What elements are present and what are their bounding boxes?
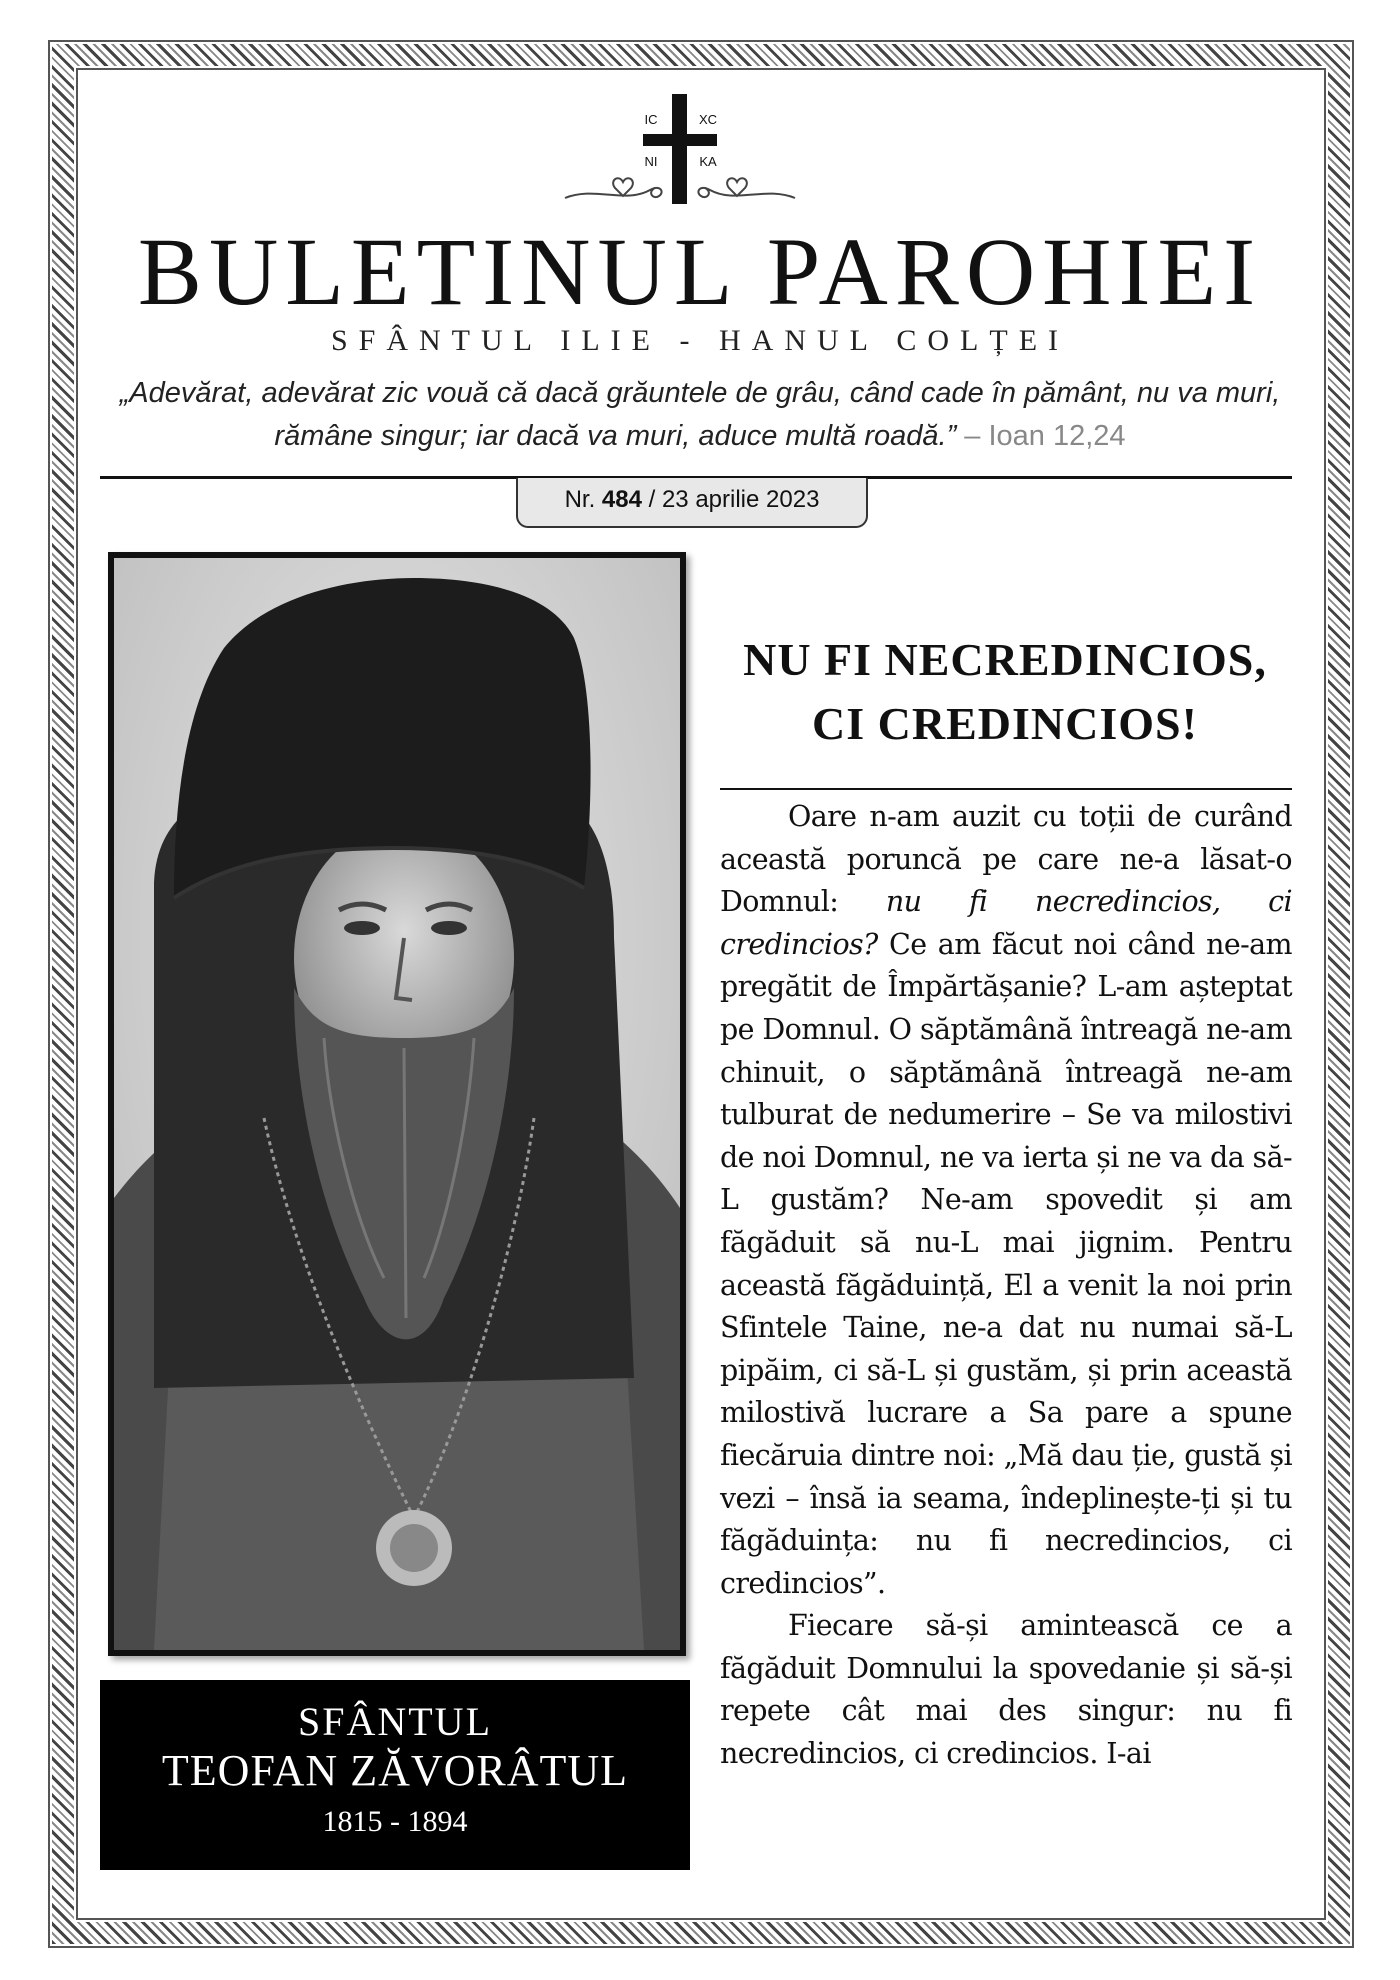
article-paragraph xyxy=(720,796,1292,1605)
caption-years: 1815 - 1894 xyxy=(322,1805,468,1838)
article-paragraph: Fiecare să-și amintească ce a făgăduit Domnului la spovedanie și să-și repete cât mai des singur: nu fi necredincios, ci credincios. I-ai xyxy=(720,1609,1292,1771)
issue-prefix: Nr. xyxy=(564,486,596,513)
masthead-subtitle: SFÂNTUL ILIE - HANUL COLȚEI xyxy=(330,324,1070,357)
emblem-ka: KA xyxy=(699,154,717,169)
emblem xyxy=(555,86,805,216)
orthodox-cross-icon xyxy=(555,86,805,216)
article-title-line1: NU FI NECREDINCIOS, xyxy=(743,634,1267,685)
issue-date: / 23 aprilie 2023 xyxy=(648,486,820,513)
p1-italic: nu fi necredincios, ci credincios? xyxy=(720,885,1292,961)
issue-badge xyxy=(516,478,868,528)
caption-name: TEOFAN ZĂVORÂTUL xyxy=(161,1746,629,1795)
quote-text: „Adevărat, adevărat zic vouă că dacă grăuntele de grâu, când cade în pământ, nu va muri, rămâne singur; iar dacă va muri, aduce multă roadă.” xyxy=(119,377,1281,452)
epigraph-quote xyxy=(100,372,1300,458)
masthead-title: BULETINUL PAROHIEI xyxy=(137,218,1263,325)
article-rule xyxy=(720,788,1292,790)
article-body xyxy=(720,796,1292,1776)
p1-text-b: Ce am făcut noi când ne-am pregătit de Împărtășanie? L-am așteptat pe Domnul. O săptămână întreagă ne-am chinuit, o săptămână întreagă ne-am tulburat de nedumerire – Se va milostivi de noi Domnul, ne va ierta și ne va da să-L gustăm? Ne-am spovedit și am făgăduit să nu-L mai jignim. Pentru această făgăduință, El a venit la noi prin Sfintele Taine, ne-a dat nu numai să-L pipăim, ci să-L și gustăm, și prin această milostivă lucrare a Sa pare a spune fiecăruia dintre noi: „Mă dau ție, gustă și vezi – însă ia seama, îndeplinește-ți și tu făgăduința: nu fi necredincios, ci credincios”. xyxy=(720,927,1292,1600)
emblem-ic: IC xyxy=(644,112,658,127)
portrait-illustration xyxy=(114,558,680,1650)
p1-text-a: Oare n-am auzit cu toții de curând această poruncă pe care ne-a lăsat-o Domnul: xyxy=(720,800,1292,919)
issue-number: 484 xyxy=(601,486,642,513)
portrait-caption xyxy=(100,1680,690,1870)
article-title xyxy=(716,628,1294,756)
emblem-ni: NI xyxy=(644,154,658,169)
caption-title: SFÂNTUL xyxy=(297,1699,493,1744)
emblem-xc: XC xyxy=(698,112,718,127)
article-title-line2: CI CREDINCIOS! xyxy=(812,698,1198,749)
quote-reference: – Ioan 12,24 xyxy=(956,420,1126,452)
saint-portrait xyxy=(108,552,686,1656)
